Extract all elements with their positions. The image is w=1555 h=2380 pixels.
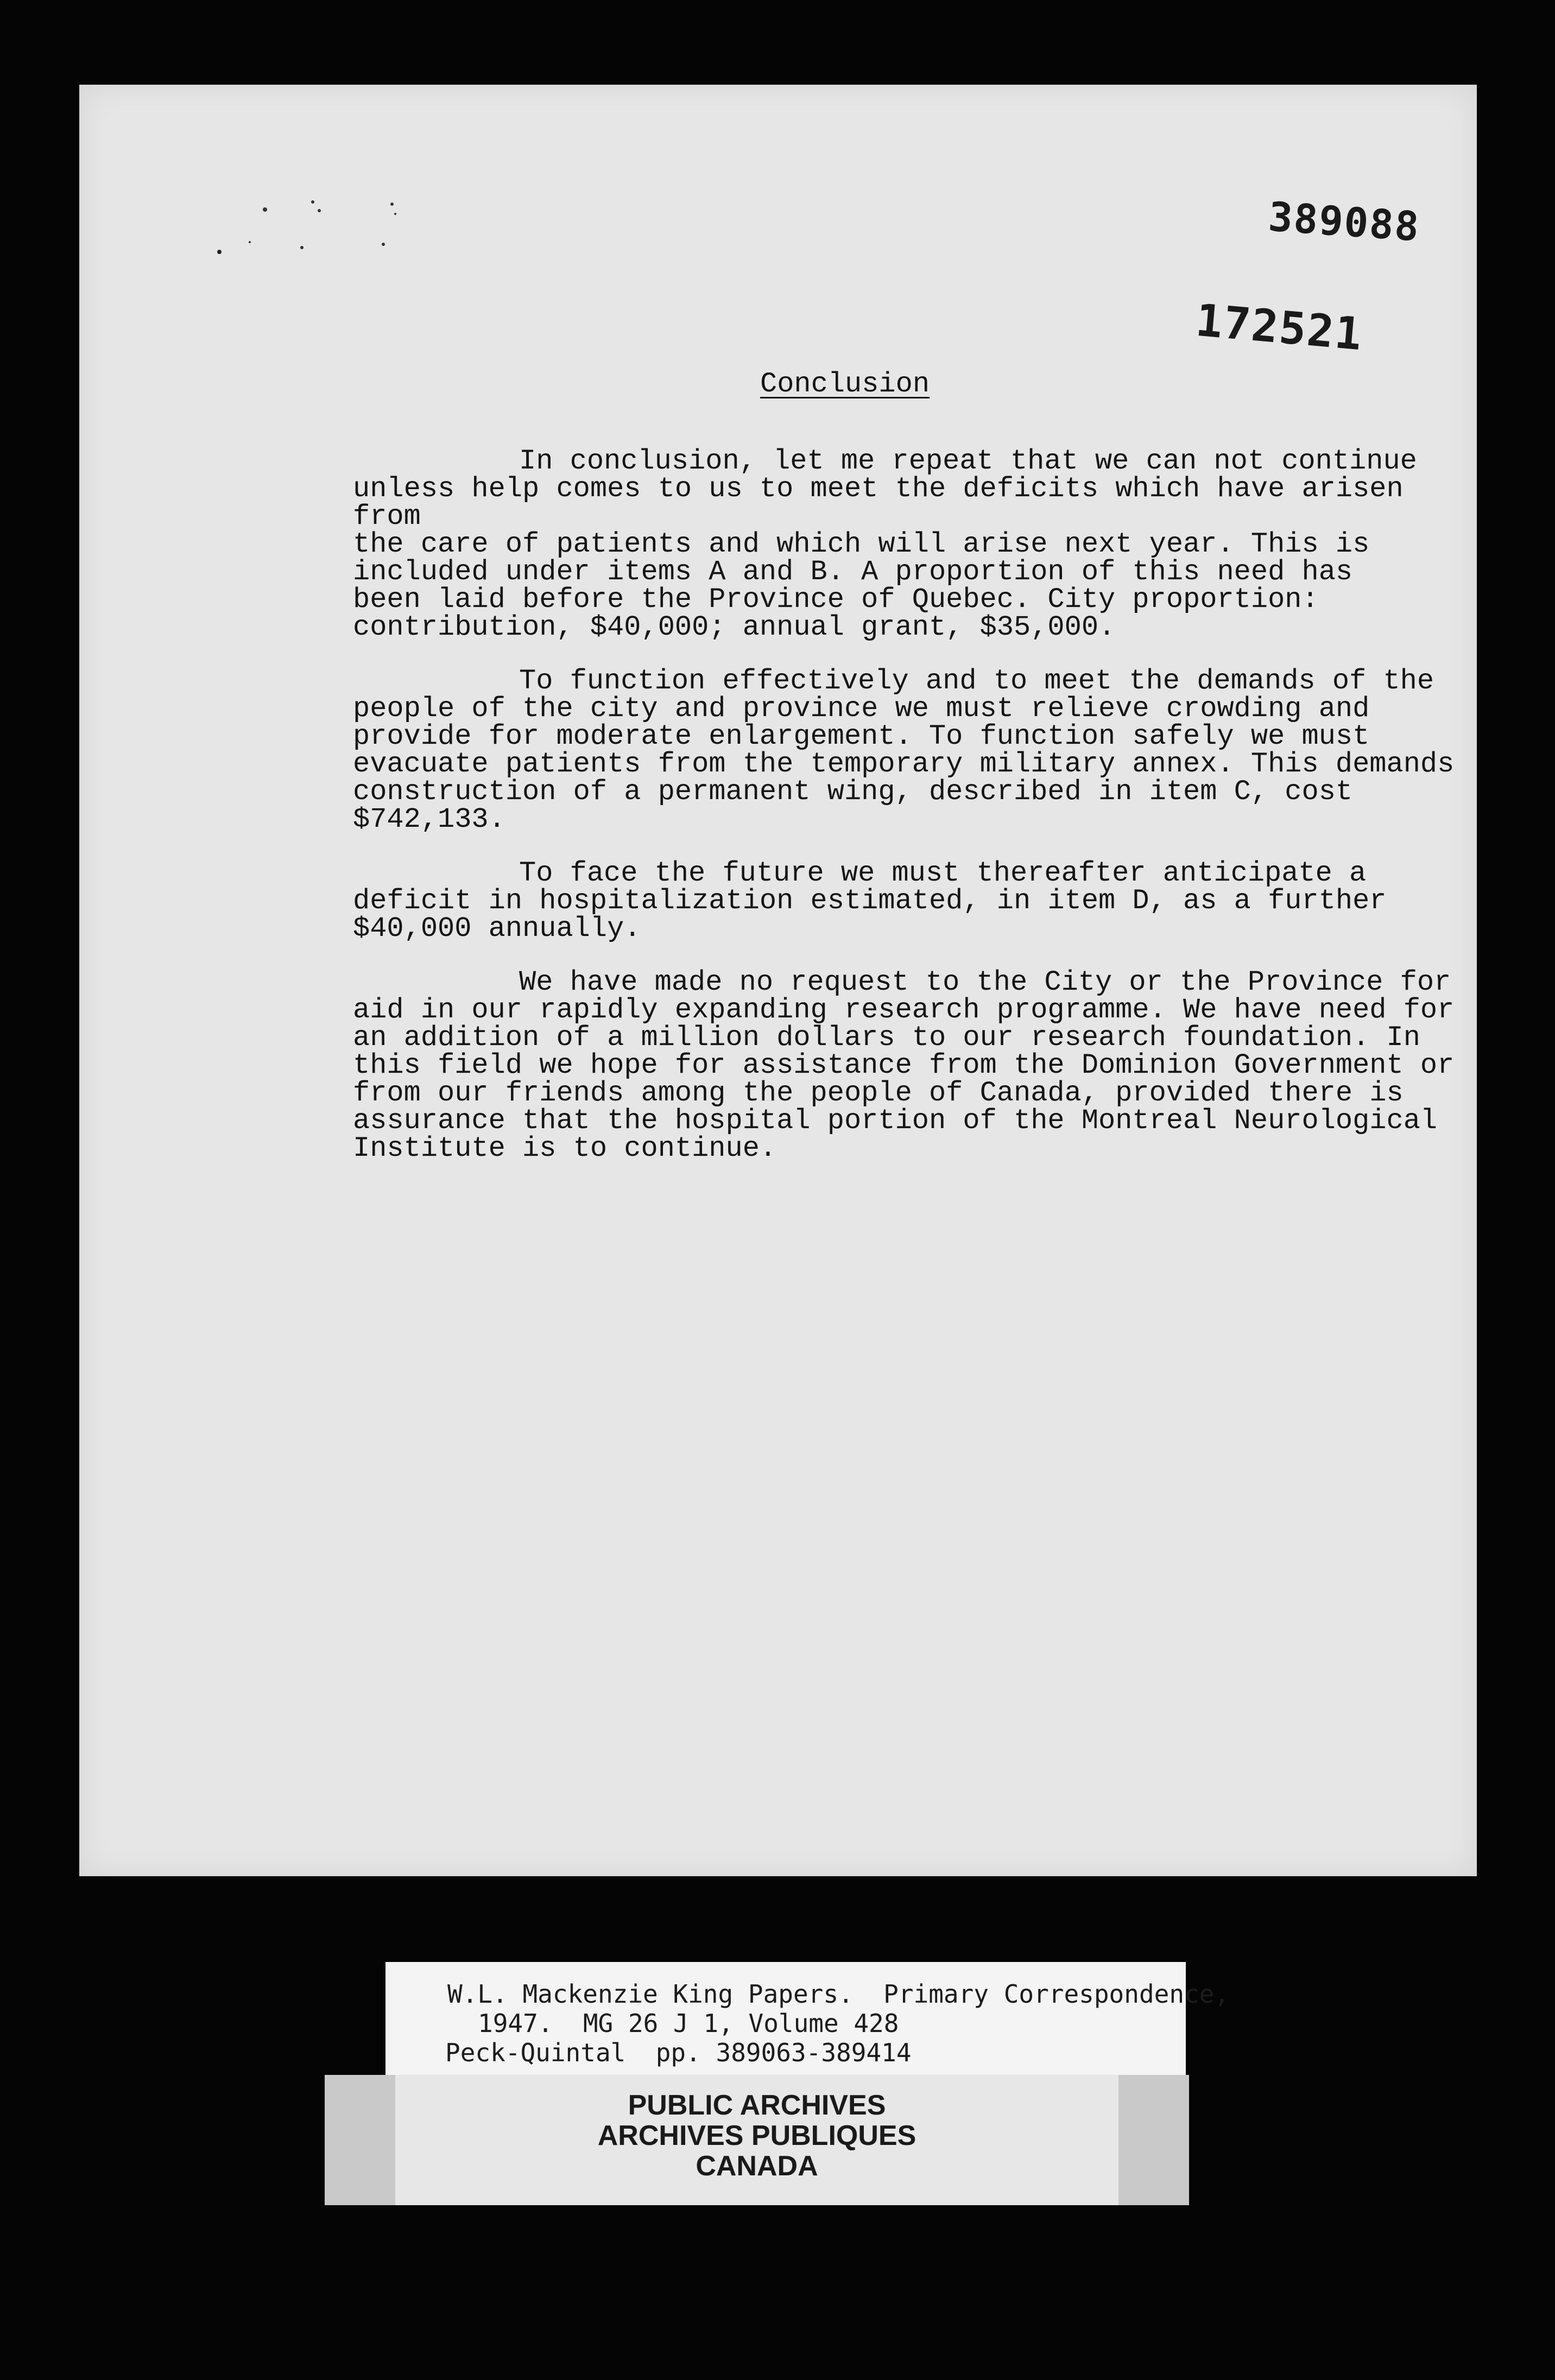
- document-page: [79, 85, 1477, 1876]
- citation-line-1: W.L. Mackenzie King Papers. Primary Correspondence,: [447, 1979, 1230, 2009]
- archive-stamp-line-3: CANADA: [696, 2150, 818, 2182]
- paragraph-3-text: To face the future we must thereafter anticipate a deficit in hospitalization estimated, in item D, as a further $40,000 annually.: [353, 857, 1387, 945]
- archive-stamp-line-1: PUBLIC ARCHIVES: [628, 2090, 886, 2121]
- paragraph-1: [353, 447, 1488, 641]
- citation-line-2: 1947. MG 26 J 1, Volume 428: [478, 2009, 899, 2038]
- public-archives-stamp: [325, 2075, 1189, 2205]
- archive-citation-label: [385, 1962, 1230, 2079]
- paragraph-4-text: We have made no request to the City or the Province for aid in our rapidly expanding research programme. We have need for an addition of a million dollars to our research foundation. In this field we hope for assistance from the Dominion Government or from our friends among the people of Canada, provided there is assurance that the hospital portion of the Montreal Neurological Institute is to continue.: [353, 966, 1455, 1164]
- document-secondary-number: 172521: [1193, 294, 1365, 361]
- paper-specks: [204, 188, 421, 275]
- paragraph-4: [353, 966, 1488, 1164]
- paragraph-3: [353, 857, 1488, 945]
- paragraph-1-text: In conclusion, let me repeat that we can not continue unless help comes to us to meet the deficits which have arisen from the care of patients and which will arise next year. This is included under items A and B. A proportion of this need has been laid before the Province of Quebec. City proportion: contribution, $40,000; annual grant, $35,000.: [353, 445, 1417, 643]
- archive-stamp-line-2: ARCHIVES PUBLIQUES: [597, 2120, 916, 2151]
- paragraph-2-text: To function effectively and to meet the demands of the people of the city and province we must relieve crowding and provide for moderate enlargement. To function safely we must evacuate patients from the temporary military annex. This demands construction of a permanent wing, described in item C, cost $742,133.: [353, 665, 1455, 835]
- page-title: Conclusion: [760, 368, 930, 400]
- document-id-number: 389088: [1267, 193, 1421, 251]
- citation-line-3: Peck-Quintal pp. 389063-389414: [445, 2038, 912, 2067]
- document-body: [353, 447, 1488, 1188]
- paragraph-2: [353, 667, 1488, 833]
